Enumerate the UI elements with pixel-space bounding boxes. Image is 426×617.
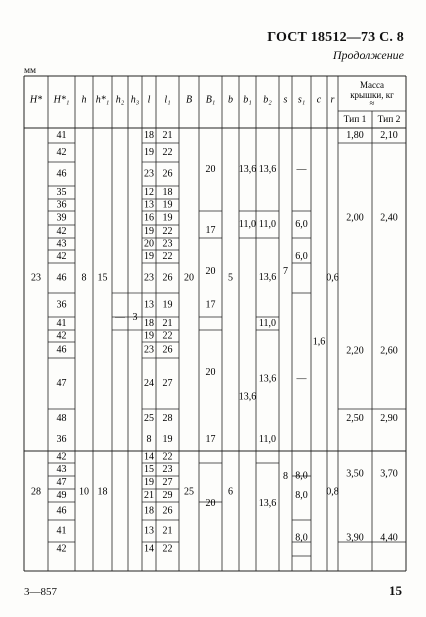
cell-s1: — <box>296 163 307 175</box>
cell-l1: 29 <box>162 489 173 501</box>
cell-s1: 8,0 <box>295 532 308 544</box>
cell-h3: 19 <box>144 330 154 342</box>
cell-H1: 47 <box>56 377 67 389</box>
column-header-mass: Масса <box>359 80 385 91</box>
cell-B1: 17 <box>205 224 216 236</box>
cell-l1: 26 <box>162 344 173 356</box>
cell-H1: 42 <box>56 225 67 237</box>
cell-l: 3 <box>132 311 138 323</box>
cell-H1: 43 <box>56 463 67 475</box>
column-header-type2: Тип 2 <box>377 115 401 126</box>
cell-H1: 49 <box>56 489 67 501</box>
column-header-mass: ≈ <box>369 98 375 109</box>
cell-H1: 36 <box>56 433 67 445</box>
cell-b: 6 <box>228 486 233 498</box>
column-header: h₂ <box>115 94 125 106</box>
cell-H1: 47 <box>56 476 67 488</box>
cell-h1: 15 <box>97 272 108 284</box>
cell-h1: 18 <box>97 486 108 498</box>
cell-h: 8 <box>81 272 87 284</box>
cell-h3: 20 <box>144 238 154 250</box>
cell-h3: 13 <box>144 199 154 211</box>
cell-h3: 15 <box>144 463 154 475</box>
cell-h3: 23 <box>144 168 154 180</box>
cell-l1: 22 <box>162 330 173 342</box>
cell-b: 5 <box>228 272 233 284</box>
column-header: h*₁ <box>95 94 110 106</box>
cell-s1: 6,0 <box>295 250 308 262</box>
cell-l1: 27 <box>162 377 173 389</box>
cell-l1: 21 <box>162 525 173 537</box>
cell-l1: 28 <box>162 412 173 424</box>
cell-h3: 14 <box>144 543 154 555</box>
cell-mass-type2: 4,40 <box>380 532 398 544</box>
cell-s1: — <box>296 373 307 385</box>
column-header: B₁ <box>205 94 216 106</box>
column-header: H*₁ <box>53 94 70 106</box>
column-header-type1: Тип 1 <box>343 115 367 126</box>
cell-l1: 19 <box>162 433 173 445</box>
cell-mass-type1: 3,50 <box>346 468 364 480</box>
cell-H1: 35 <box>56 186 67 198</box>
cell-B: 25 <box>184 486 194 498</box>
cell-s1: 6,0 <box>295 218 308 230</box>
cell-H1: 46 <box>56 272 67 284</box>
cell-h3: 21 <box>144 489 154 501</box>
column-header: b₂ <box>263 94 272 106</box>
cell-B: 20 <box>184 272 194 284</box>
cell-h3: 18 <box>144 317 154 329</box>
cell-H1: 41 <box>56 525 67 537</box>
column-header-mass: крышки, кг <box>350 90 394 101</box>
cell-mass-type1: 1,80 <box>346 129 364 141</box>
cell-H1: 43 <box>56 238 67 250</box>
cell-H: 28 <box>31 486 41 498</box>
cell-l1: 22 <box>162 250 173 262</box>
cell-H1: 48 <box>56 412 67 424</box>
cell-h3: 8 <box>146 433 152 445</box>
column-header: b₁ <box>243 94 252 106</box>
cell-c: 1,6 <box>312 336 326 348</box>
cell-l1: 19 <box>162 212 173 224</box>
column-header: b <box>228 94 233 106</box>
cell-h3: 24 <box>144 377 154 389</box>
cell-B1: 20 <box>205 366 216 378</box>
cell-B1: 17 <box>205 299 216 311</box>
continuation-label: Продолжение <box>332 48 404 62</box>
cell-B1: 20 <box>205 265 216 277</box>
cell-H1: 36 <box>56 199 67 211</box>
column-header: s <box>283 94 288 106</box>
cell-l1: 19 <box>162 299 173 311</box>
cell-h3: 14 <box>144 451 154 463</box>
cell-H1: 41 <box>56 129 67 141</box>
cell-mass-type1: 2,00 <box>346 212 364 224</box>
cell-l1: 22 <box>162 451 173 463</box>
cell-l1: 18 <box>162 186 173 198</box>
cell-h3: 19 <box>144 146 154 158</box>
cell-b2: 13,6 <box>258 497 277 509</box>
cell-B1: 17 <box>205 433 216 445</box>
cell-mass-type2: 2,40 <box>380 212 398 224</box>
cell-s: 7 <box>283 265 288 277</box>
cell-h3: 19 <box>144 476 154 488</box>
cell-b2: 11,0 <box>258 433 277 445</box>
cell-mass-type2: 3,70 <box>380 468 398 480</box>
cell-h3: 19 <box>144 250 154 262</box>
cell-B1: 20 <box>205 497 216 509</box>
cell-H: 23 <box>31 272 41 284</box>
cell-mass-type2: 2,60 <box>380 345 398 357</box>
cell-mass-type2: 2,10 <box>380 129 398 141</box>
column-header: l <box>147 94 151 106</box>
cell-H1: 42 <box>56 330 67 342</box>
cell-r: 0,8 <box>326 486 339 498</box>
cell-H1: 42 <box>56 451 67 463</box>
page-number: 15 <box>389 583 402 598</box>
cell-H1: 42 <box>56 250 67 262</box>
cell-b2: 13,6 <box>258 271 277 283</box>
cell-l1: 23 <box>162 238 173 250</box>
page-header: ГОСТ 18512—73 С. 8 <box>267 30 404 45</box>
cell-b1: 13,6 <box>238 163 257 175</box>
cell-mass-type1: 2,50 <box>346 412 364 424</box>
units-label: мм <box>24 66 37 76</box>
cell-b2: 11,0 <box>258 317 277 329</box>
cell-H1: 46 <box>56 168 67 180</box>
cell-l1: 26 <box>162 505 173 517</box>
cell-s1: 8,0 <box>295 489 308 501</box>
cell-h: 10 <box>79 486 89 498</box>
cell-s: 8 <box>283 470 288 482</box>
cell-l1: 26 <box>162 168 173 180</box>
cell-l1: 21 <box>162 317 173 329</box>
column-header: h₃ <box>130 94 140 106</box>
cell-l1: 26 <box>162 272 173 284</box>
column-header: H* <box>29 94 43 106</box>
cell-r: 0,6 <box>326 272 339 284</box>
cell-mass-type1: 2,20 <box>346 345 364 357</box>
cell-l1: 22 <box>162 146 173 158</box>
cell-H1: 41 <box>56 317 67 329</box>
cell-l1: 27 <box>162 476 173 488</box>
column-header: h <box>81 94 87 106</box>
cell-mass-type1: 3,90 <box>346 532 364 544</box>
column-header: c <box>316 94 322 106</box>
cell-h3: 18 <box>144 129 154 141</box>
cell-l1: 23 <box>162 463 173 475</box>
column-header: B <box>185 94 193 106</box>
column-header: r <box>330 94 335 106</box>
cell-b2: 13,6 <box>258 163 277 175</box>
cell-H1: 36 <box>56 299 67 311</box>
cell-h3: 13 <box>144 525 154 537</box>
cell-mass-type2: 2,90 <box>380 412 398 424</box>
cell-h3: 18 <box>144 505 154 517</box>
cell-b1: 11,0 <box>238 218 257 230</box>
cell-h3: 25 <box>144 412 154 424</box>
cell-H1: 46 <box>56 344 67 356</box>
cell-h3: 16 <box>144 212 154 224</box>
cell-s1: 8,0 <box>295 470 308 482</box>
cell-H1: 46 <box>56 505 67 517</box>
cell-h3: 23 <box>144 272 154 284</box>
cell-b1: 13,6 <box>238 391 257 403</box>
cell-H1: 42 <box>56 146 67 158</box>
cell-l1: 22 <box>162 543 173 555</box>
cell-B1: 20 <box>205 163 216 175</box>
cell-h3: 13 <box>144 299 154 311</box>
cell-l1: 21 <box>162 129 173 141</box>
footer-code: 3—857 <box>24 586 57 598</box>
cell-h3: 12 <box>144 186 154 198</box>
cell-h3: 23 <box>144 344 154 356</box>
cell-H1: 42 <box>56 543 67 555</box>
cell-h2: — <box>115 311 125 323</box>
cell-l1: 22 <box>162 225 173 237</box>
cell-l1: 19 <box>162 199 173 211</box>
cell-H1: 39 <box>56 212 67 224</box>
column-header: l₁ <box>164 94 171 106</box>
cell-h3: 19 <box>144 225 154 237</box>
column-header: s₁ <box>297 94 306 106</box>
cell-b2: 13,6 <box>258 373 277 385</box>
cell-b2: 11,0 <box>258 218 277 230</box>
